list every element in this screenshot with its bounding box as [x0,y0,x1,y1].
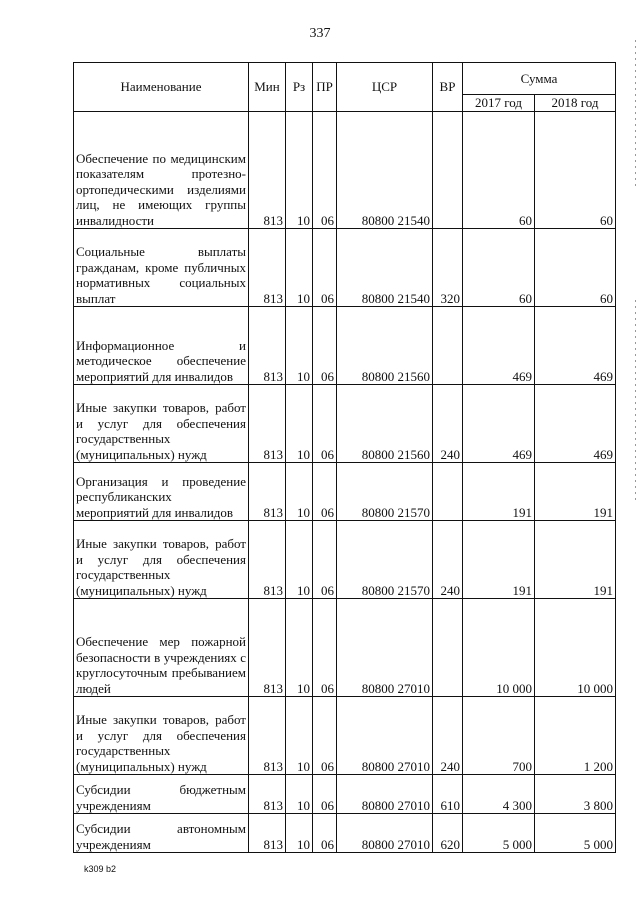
row-name: Иные закупки товаров, работ и услуг для обеспечения государственных (муниципальных) нужд [74,521,249,599]
row-pr: 06 [313,775,337,814]
row-sum-2017: 4 300 [463,775,535,814]
row-min: 813 [249,385,286,463]
row-pr: 06 [313,307,337,385]
row-name: Обеспечение по медицинским показателям протезно-ортопедическими изделиями лиц, не имеющих группы инвалидности [74,112,249,229]
row-sum-2017: 191 [463,463,535,521]
row-rz: 10 [286,112,313,229]
row-min: 813 [249,112,286,229]
row-pr: 06 [313,599,337,697]
row-csr: 80800 21540 [337,112,433,229]
header-year-2018: 2018 год [535,94,616,111]
table-row [74,814,616,853]
row-min: 813 [249,463,286,521]
table-row [74,599,616,697]
row-vr [433,599,463,697]
row-name: Обеспечение мер пожарной безопасности в учреждениях с круглосуточным пребыванием людей [74,599,249,697]
row-rz: 10 [286,229,313,307]
row-name: Информационное и методическое обеспечение мероприятий для инвалидов [74,307,249,385]
row-vr: 240 [433,385,463,463]
row-pr: 06 [313,814,337,853]
scan-edge-mark [635,300,636,500]
row-vr [433,112,463,229]
row-sum-2017: 60 [463,112,535,229]
row-sum-2018: 469 [535,385,616,463]
table-row [74,112,616,229]
table-row [74,463,616,521]
header-year-2017: 2017 год [463,94,535,111]
row-sum-2017: 469 [463,385,535,463]
table-body [74,112,616,853]
footer-code: k309 b2 [84,864,117,874]
row-sum-2017: 469 [463,307,535,385]
table-row [74,521,616,599]
header-rz: Рз [286,63,313,112]
header-csr: ЦСР [337,63,433,112]
header-min: Мин [249,63,286,112]
budget-table [73,62,616,853]
row-min: 813 [249,775,286,814]
row-pr: 06 [313,697,337,775]
header-name: Наименование [74,63,249,112]
row-csr: 80800 27010 [337,814,433,853]
scan-edge-mark [635,40,636,190]
row-rz: 10 [286,463,313,521]
row-sum-2017: 191 [463,521,535,599]
row-min: 813 [249,814,286,853]
row-rz: 10 [286,521,313,599]
row-csr: 80800 21560 [337,307,433,385]
row-sum-2018: 60 [535,229,616,307]
row-csr: 80800 27010 [337,599,433,697]
row-rz: 10 [286,599,313,697]
table-row [74,775,616,814]
row-csr: 80800 21570 [337,521,433,599]
row-rz: 10 [286,697,313,775]
header-pr: ПР [313,63,337,112]
row-sum-2018: 191 [535,521,616,599]
row-vr: 240 [433,697,463,775]
row-sum-2017: 60 [463,229,535,307]
row-pr: 06 [313,385,337,463]
row-rz: 10 [286,814,313,853]
row-sum-2017: 700 [463,697,535,775]
row-sum-2018: 5 000 [535,814,616,853]
row-min: 813 [249,599,286,697]
row-sum-2018: 1 200 [535,697,616,775]
table-row [74,697,616,775]
row-vr: 610 [433,775,463,814]
row-vr: 240 [433,521,463,599]
page-number: 337 [309,26,331,41]
row-sum-2018: 469 [535,307,616,385]
row-csr: 80800 27010 [337,697,433,775]
row-csr: 80800 27010 [337,775,433,814]
row-name: Субсидии автономным учреждениям [74,814,249,853]
row-sum-2018: 191 [535,463,616,521]
row-name: Социальные выплаты гражданам, кроме публичных нормативных социальных выплат [74,229,249,307]
row-sum-2018: 10 000 [535,599,616,697]
row-min: 813 [249,697,286,775]
row-name: Иные закупки товаров, работ и услуг для обеспечения государственных (муниципальных) нужд [74,697,249,775]
row-rz: 10 [286,307,313,385]
row-name: Субсидии бюджетным учреждениям [74,775,249,814]
row-vr [433,307,463,385]
table-row [74,307,616,385]
header-sum: Сумма [463,63,616,95]
row-sum-2017: 5 000 [463,814,535,853]
row-pr: 06 [313,229,337,307]
row-csr: 80800 21570 [337,463,433,521]
row-name: Иные закупки товаров, работ и услуг для обеспечения государственных (муниципальных) нужд [74,385,249,463]
table-row [74,229,616,307]
row-vr [433,463,463,521]
row-vr: 320 [433,229,463,307]
row-sum-2018: 3 800 [535,775,616,814]
row-min: 813 [249,307,286,385]
table-row [74,385,616,463]
row-pr: 06 [313,463,337,521]
row-name: Организация и проведение республиканских мероприятий для инвалидов [74,463,249,521]
header-vr: ВР [433,63,463,112]
row-sum-2017: 10 000 [463,599,535,697]
row-csr: 80800 21560 [337,385,433,463]
row-csr: 80800 21540 [337,229,433,307]
row-vr: 620 [433,814,463,853]
row-pr: 06 [313,112,337,229]
row-rz: 10 [286,385,313,463]
row-min: 813 [249,521,286,599]
row-sum-2018: 60 [535,112,616,229]
row-min: 813 [249,229,286,307]
row-pr: 06 [313,521,337,599]
row-rz: 10 [286,775,313,814]
